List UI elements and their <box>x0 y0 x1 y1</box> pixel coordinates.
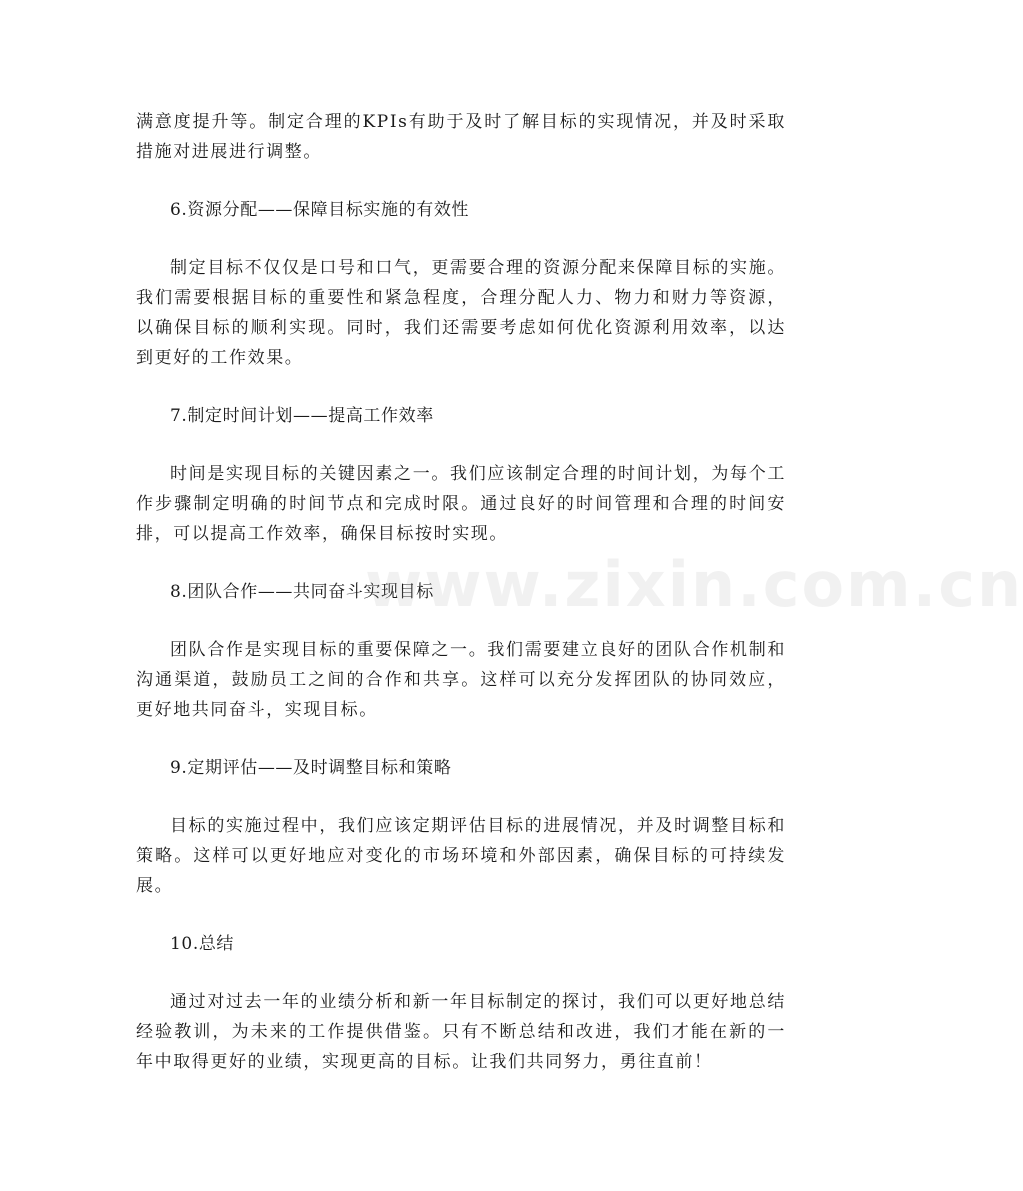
section-body-8: 团队合作是实现目标的重要保障之一。我们需要建立良好的团队合作机制和沟通渠道，鼓励员工之间的合作和共享。这样可以充分发挥团队的协同效应，更好地共同奋斗，实现目标。 <box>136 640 786 720</box>
section-body-6: 制定目标不仅仅是口号和口气，更需要合理的资源分配来保障目标的实施。我们需要根据目标的重要性和紧急程度，合理分配人力、物力和财力等资源，以确保目标的顺利实现。同时，我们还需要考虑如何优化资源利用效率，以达到更好的工作效果。 <box>136 258 786 368</box>
section-heading-8: 8.团队合作——共同奋斗实现目标 <box>170 582 434 602</box>
document-body <box>136 107 786 1105</box>
section-body-10: 通过对过去一年的业绩分析和新一年目标制定的探讨，我们可以更好地总结经验教训，为未来的工作提供借鉴。只有不断总结和改进，我们才能在新的一年中取得更好的业绩，实现更高的目标。让我们共同努力，勇往直前！ <box>136 992 786 1072</box>
section-heading-7: 7.制定时间计划——提高工作效率 <box>170 406 434 426</box>
watermark-text: www.zixin.com.cn <box>365 548 1023 621</box>
section-body-7: 时间是实现目标的关键因素之一。我们应该制定合理的时间计划，为每个工作步骤制定明确的时间节点和完成时限。通过良好的时间管理和合理的时间安排，可以提高工作效率，确保目标按时实现。 <box>136 464 786 544</box>
section-heading-6: 6.资源分配——保障目标实施的有效性 <box>170 200 470 220</box>
section-heading-10: 10.总结 <box>170 934 235 954</box>
section-body-9: 目标的实施过程中，我们应该定期评估目标的进展情况，并及时调整目标和策略。这样可以更好地应对变化的市场环境和外部因素，确保目标的可持续发展。 <box>136 816 786 896</box>
section-heading-9: 9.定期评估——及时调整目标和策略 <box>170 758 452 778</box>
intro-paragraph: 满意度提升等。制定合理的KPIs有助于及时了解目标的实现情况，并及时采取措施对进展进行调整。 <box>136 112 786 162</box>
